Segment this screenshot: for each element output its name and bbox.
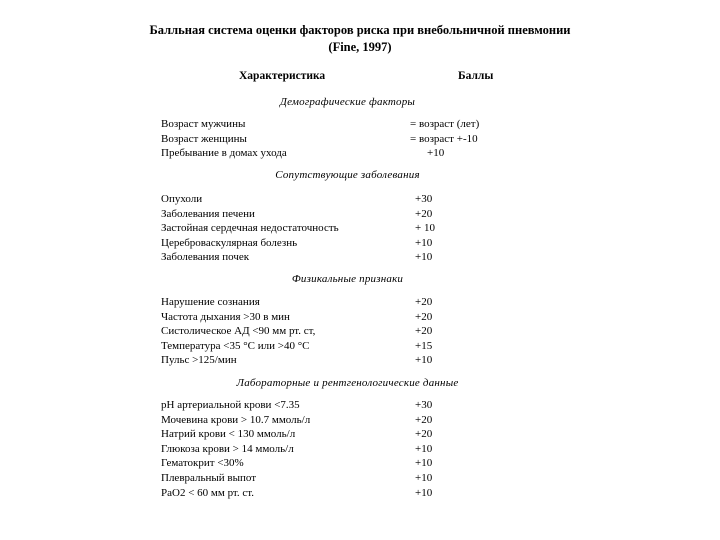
table-row — [161, 324, 521, 339]
table-row — [161, 146, 521, 161]
table-row — [161, 353, 521, 368]
row-value: +10 — [415, 251, 433, 264]
row-value: = возраст +-10 — [410, 132, 478, 145]
row-value: +20 — [415, 310, 433, 323]
row-value: +10 — [415, 354, 433, 367]
row-value: +10 — [415, 486, 433, 499]
row-label: Гематокрит <30% — [161, 457, 244, 470]
row-label: Пребывание в домах ухода — [161, 147, 287, 160]
table-row — [161, 295, 521, 310]
row-value: +20 — [415, 413, 433, 426]
row-label: Температура <35 °С или >40 °С — [161, 339, 310, 352]
table-row — [161, 486, 521, 501]
row-label: Глюкоза крови > 14 ммоль/л — [161, 442, 294, 455]
row-label: Цереброваскулярная болезнь — [161, 236, 298, 249]
table-row — [161, 413, 521, 428]
section-heading-demographic: Демографические факторы — [279, 96, 416, 108]
row-label: Пульс >125/мин — [161, 354, 237, 367]
table-row — [161, 310, 521, 325]
table-row — [161, 339, 521, 354]
table-row — [161, 236, 521, 251]
row-value: +20 — [415, 207, 433, 220]
row-value: +15 — [415, 339, 433, 352]
row-label: Плевральный выпот — [161, 471, 257, 484]
row-label: Частота дыхания >30 в мин — [161, 310, 290, 323]
table-row — [161, 117, 521, 132]
section-heading-physical-signs: Физикальные признаки — [291, 273, 404, 285]
page-title — [0, 22, 720, 56]
section-rows-laboratory — [161, 398, 521, 500]
row-label: Нарушение сознания — [161, 296, 260, 308]
row-value: +10 — [415, 457, 433, 470]
row-label: Опухоли — [161, 193, 203, 205]
section-heading-comorbidities: Сопутствующие заболевания — [275, 169, 420, 181]
table-row — [161, 192, 521, 207]
row-label: рН артериальной крови <7.35 — [161, 399, 300, 411]
table-row — [161, 427, 521, 442]
section-rows-comorbidities — [161, 192, 521, 265]
table-row — [161, 132, 521, 147]
row-value: +10 — [427, 147, 445, 160]
row-value: + 10 — [415, 222, 435, 235]
title-line-2: (Fine, 1997) — [328, 40, 392, 54]
row-value: +10 — [415, 236, 433, 249]
row-label: Систолическое АД <90 мм рт. ст, — [161, 325, 316, 338]
row-label: Мочевина крови > 10.7 ммоль/л — [161, 413, 311, 426]
column-header-characteristic: Характеристика — [239, 70, 326, 82]
section-heading-laboratory: Лабораторные и рентгенологические данные — [236, 377, 459, 389]
row-value: +10 — [415, 442, 433, 455]
table-row — [161, 456, 521, 471]
row-label: Натрий крови < 130 ммоль/л — [161, 428, 296, 441]
table-row — [161, 250, 521, 265]
table-row — [161, 221, 521, 236]
row-value: +20 — [415, 325, 433, 338]
table-row — [161, 442, 521, 457]
row-value: +30 — [415, 193, 433, 205]
column-header-points: Баллы — [458, 70, 494, 82]
section-rows-demographic — [161, 117, 521, 161]
section-rows-physical-signs — [161, 295, 521, 368]
row-label: PaO2 < 60 мм рт. ст. — [161, 486, 255, 499]
row-value: +20 — [415, 296, 433, 308]
row-label: Застойная сердечная недостаточность — [161, 222, 339, 235]
table-row — [161, 398, 521, 413]
row-label: Возраст мужчины — [161, 118, 246, 130]
row-value: +10 — [415, 471, 433, 484]
row-value: +20 — [415, 428, 433, 441]
row-value: = возраст (лет) — [410, 118, 480, 130]
table-row — [161, 471, 521, 486]
row-value: +30 — [415, 399, 433, 411]
row-label: Заболевания печени — [161, 207, 255, 220]
row-label: Возраст женщины — [161, 132, 247, 145]
row-label: Заболевания почек — [161, 251, 250, 264]
table-row — [161, 207, 521, 222]
title-line-1: Балльная система оценки факторов риска при внебольничной пневмонии — [149, 23, 571, 37]
